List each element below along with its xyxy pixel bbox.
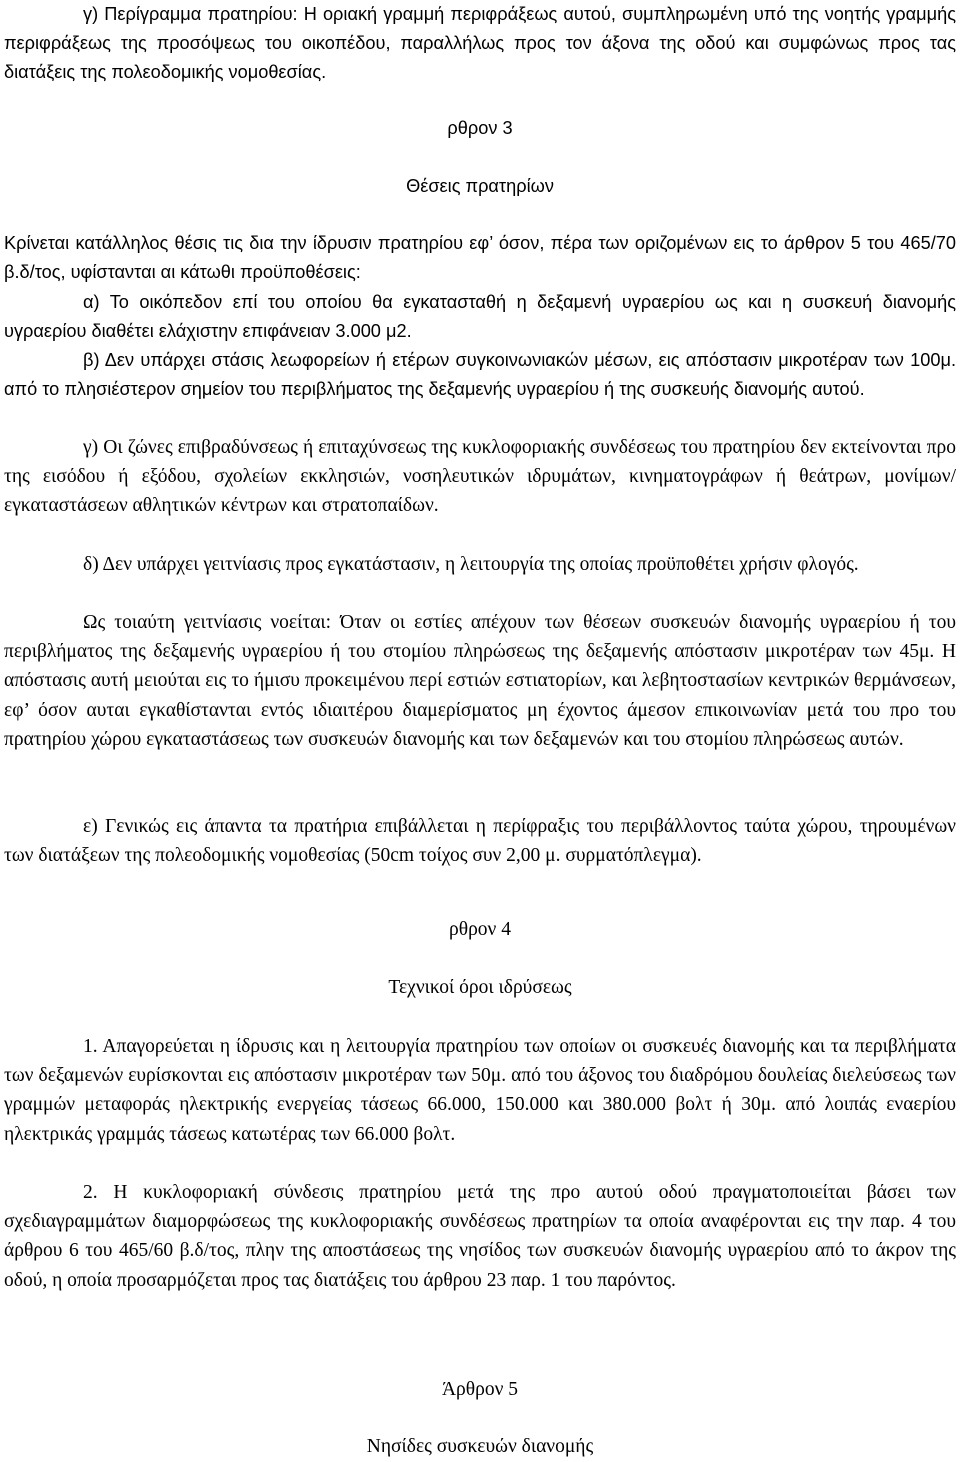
article-5-title: Νησίδες συσκευών διανομής <box>366 1436 594 1457</box>
article-4-number: ρθρον 4 <box>449 919 511 940</box>
article-3-lead: Κρίνεται κατάλληλος θέσις τις δια την ίδρυσιν πρατηρίου εφ’ όσον, πέρα των οριζομένων εις το άρθρον 5 του 465/70 β.δ/τος, υφίστανται αι κάτωθι προϋποθέσεις: <box>4 233 956 283</box>
article-3-number: ρθρον 3 <box>447 118 513 138</box>
article-3-item-a: α) Το οικόπεδον επί του οποίου θα εγκατασταθή η δεξαμενή υγραερίου ως και η συσκευή διανομής υγραερίου διαθέτει ελάχιστην επιφάνειαν 3.000 μ2. <box>4 292 956 342</box>
article-3-item-c: γ) Οι ζώνες επιβραδύνσεως ή επιταχύνσεως της κυκλοφοριακής συνδέσεως του πρατηρίου δεν εκτείνονται προ της εισόδου ή εξόδου, σχολείων εκκλησιών, νοσηλευτικών ιδρυμάτων, κινηματογράφων ή θεάτρων, μονίμων/εγκαταστάσεων αθλητικών κέντρων και στρατοπαίδων. <box>4 437 956 517</box>
article-3-title: Θέσεις πρατηρίων <box>406 176 554 196</box>
article-4-item-1: 1. Απαγορεύεται η ίδρυσις και η λειτουργία πρατηρίου των οποίων οι συσκευές διανομής και τα περιβλήματα των δεξαμενών ευρίσκονται εις απόστασιν μικροτέραν των 50μ. από του άξονος του διαδρόμου δουλείας διελεύσεως των γραμμών μεταφοράς ηλεκτρικής ενεργείας τάσεως 66.000, 150.000 και 380.000 βολτ ή 30μ. από λοιπάς εναερίου ηλεκτρικάς γραμμάς τάσεως κατωτέρας των 66.000 βολτ. <box>4 1036 956 1145</box>
intro-paragraph: γ) Περίγραμμα πρατηρίου: Η οριακή γραμμή περιφράξεως αυτού, συμπληρωμένη υπό της νοητής γραμμής περιφράξεως της προσόψεως του οικοπέδου, παραλλήλως προς τον άξονα της οδού και συμφώνως προς τας διατάξεις της πολεοδομικής νομοθεσίας. <box>4 4 956 83</box>
article-3-item-b: β) Δεν υπάρχει στάσις λεωφορείων ή ετέρων συγκοινωνιακών μέσων, εις απόστασιν μικροτέραν των 100μ. από το πλησιέστερον σημείον του περιβλήματος της δεξαμενής υγραερίου ή της συσκευής διανομής αυτού. <box>4 350 956 400</box>
article-3-proximity-definition: Ως τοιαύτη γειτνίασις νοείται: Όταν οι εστίες απέχουν των θέσεων συσκευών διανομής υγραερίου ή του περιβλήματος της δεξαμενής υγραερίου ή του στομίου πληρώσεως της δεξαμενής απόστασιν μικροτέραν των 45μ. Η απόστασις αυτή μειούται εις το ήμισυ προκειμένου περί εστιών εστιατορίων, και λεβητοστασίων κεντρικών θερμάνσεων, εφ’ όσον αυται εγκαθίστανται εντός ιδιαιτέρου διαμερίσματος μη έχοντος άμεσον επικοινωνίαν μετά του προ του πρατηρίου χώρου εγκαταστάσεως των συσκευών διανομής και των δεξαμενών και του στομίου πληρώσεως αυτών. <box>4 612 956 750</box>
article-4-title: Τεχνικοί όροι ιδρύσεως <box>388 977 572 998</box>
article-3-item-e: ε) Γενικώς εις άπαντα τα πρατήρια επιβάλλεται η περίφραξις του περιβάλλοντος ταύτα χώρου, τηρουμένων των διατάξεων της πολεοδομικής νομοθεσίας (50cm τοίχος συν 2,00 μ. συρματόπλεγμα). <box>4 816 956 867</box>
article-3-item-d: δ) Δεν υπάρχει γειτνίασις προς εγκατάστασιν, η λειτουργία της οποίας προϋποθέτει χρήσιν φλογός. <box>83 554 859 575</box>
article-5-number: Άρθρον 5 <box>441 1379 519 1400</box>
article-4-item-2: 2. Η κυκλοφοριακή σύνδεσις πρατηρίου μετά της προ αυτού οδού πραγματοποιείται βάσει των σχεδιαγραμμάτων διαμορφώσεως της κυκλοφοριακής συνδέσεως πρατηρίων τα οποία αναφέρονται εις την παρ. 4 του άρθρου 6 του 465/60 β.δ/τος, πλην της αποστάσεως της νησίδος των συσκευών διανομής υγραερίου από το άκρον της οδού, η οποία προσαρμόζεται προς τας διατάξεις του άρθρου 23 παρ. 1 του παρόντος. <box>4 1182 956 1291</box>
